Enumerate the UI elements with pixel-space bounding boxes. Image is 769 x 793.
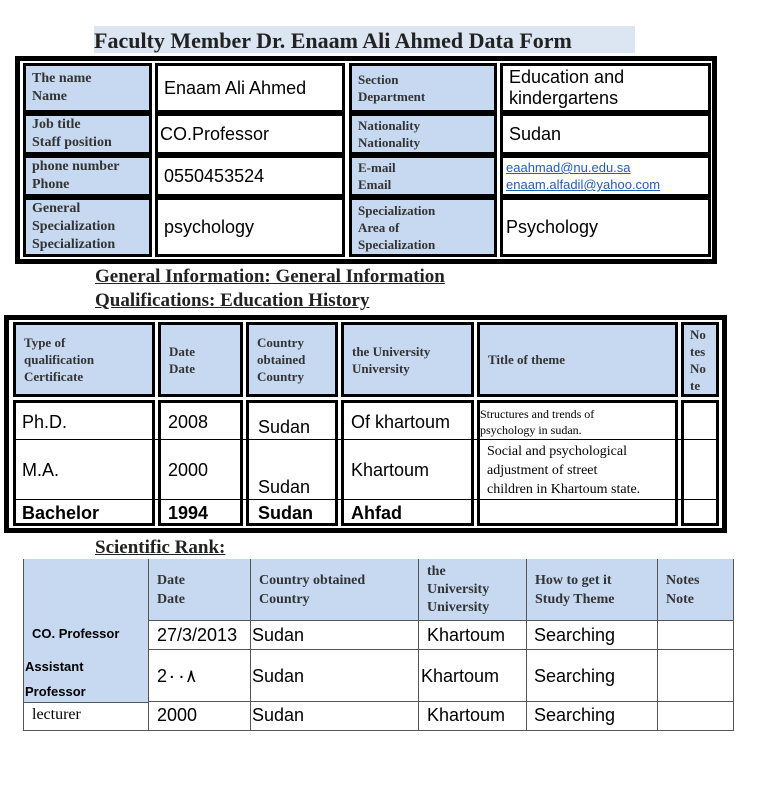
qual-header-notes: No tes No te bbox=[681, 322, 719, 397]
name-value: Enaam Ali Ahmed bbox=[155, 63, 345, 113]
email-label: E-mail Email bbox=[349, 155, 497, 197]
qual-header-theme: Title of theme bbox=[477, 322, 678, 397]
section-value: Education and kindergartens bbox=[500, 63, 711, 113]
qual-row-2-country: Sudan bbox=[258, 477, 311, 497]
qual-header-date: Date Date bbox=[158, 322, 243, 397]
rank-header-country: Country obtained Country bbox=[251, 559, 419, 621]
qual-row-1-date: 2008 bbox=[168, 412, 209, 432]
page-title: Faculty Member Dr. Enaam Ali Ahmed Data Form bbox=[94, 26, 635, 53]
phone-label: phone number Phone bbox=[23, 155, 152, 197]
nationality-label: Nationality Nationality bbox=[349, 113, 497, 155]
qual-row-2-type: M.A. bbox=[22, 460, 60, 480]
specialization-area-label: Specialization Area of Specialization bbox=[349, 197, 497, 257]
rank-row-2-country: Sudan bbox=[252, 666, 305, 686]
qual-row-divider bbox=[13, 499, 719, 500]
scientific-rank-heading: Scientific Rank: bbox=[95, 537, 226, 558]
qual-row-2-university: Khartoum bbox=[351, 460, 430, 480]
qual-row-1-type: Ph.D. bbox=[22, 412, 68, 432]
qual-row-3-university: Ahfad bbox=[351, 503, 402, 523]
rank-row-3-how: Searching bbox=[534, 705, 616, 725]
rank-row-2-date: 2٠٠٨ bbox=[157, 666, 197, 686]
rank-row-3-rank: lecturer bbox=[32, 706, 81, 723]
email-value bbox=[500, 155, 711, 197]
qual-row-1-university: Of khartoum bbox=[351, 412, 451, 432]
rank-col-divider bbox=[250, 621, 251, 731]
rank-row-3-country: Sudan bbox=[252, 705, 305, 725]
nationality-value: Sudan bbox=[500, 113, 711, 155]
qual-row-3-type: Bachelor bbox=[22, 503, 100, 523]
specialization-area-value: Psychology bbox=[500, 197, 711, 257]
general-information-heading: General Information: General Information bbox=[95, 266, 445, 287]
rank-header-how: How to get it Study Theme bbox=[527, 559, 658, 621]
rank-row-2-how: Searching bbox=[534, 666, 616, 686]
qual-col-notes bbox=[681, 400, 719, 526]
rank-row-1-university: Khartoum bbox=[427, 625, 506, 645]
general-specialization-label: General Specialization Specialization bbox=[23, 197, 152, 257]
qual-row-divider bbox=[13, 439, 719, 440]
email-link-secondary[interactable]: enaam.alfadil@yahoo.com bbox=[506, 177, 661, 192]
rank-col-divider bbox=[418, 621, 419, 731]
rank-header-date: Date Date bbox=[149, 559, 251, 621]
qual-header-country: Country obtained Country bbox=[246, 322, 338, 397]
rank-row-1-rank: CO. Professor bbox=[32, 626, 120, 641]
rank-col-divider bbox=[657, 621, 658, 731]
rank-row-3-university: Khartoum bbox=[427, 705, 506, 725]
qual-row-2-theme: Social and psychological adjustment of street children in Khartoum state. bbox=[487, 444, 641, 497]
qual-header-university: the University University bbox=[341, 322, 474, 397]
rank-header-university: the University University bbox=[419, 559, 527, 621]
rank-header-notes: Notes Note bbox=[658, 559, 734, 621]
rank-row-1-country: Sudan bbox=[252, 625, 305, 645]
rank-row-1-date: 27/3/2013 bbox=[157, 625, 238, 645]
qualifications-heading: Qualifications: Education History bbox=[95, 290, 370, 311]
section-label: Section Department bbox=[349, 63, 497, 113]
rank-col-divider bbox=[526, 621, 527, 731]
rank-row-2-rank: Assistant Professor bbox=[25, 659, 86, 699]
rank-row-1-how: Searching bbox=[534, 625, 616, 645]
phone-value: 0550453524 bbox=[155, 155, 345, 197]
job-title-label: Job title Staff position bbox=[23, 113, 152, 155]
email-link-primary[interactable]: eaahmad@nu.edu.sa bbox=[506, 160, 631, 175]
qual-row-3-date: 1994 bbox=[168, 503, 209, 523]
qual-row-1-country: Sudan bbox=[258, 417, 311, 437]
rank-row-3-date: 2000 bbox=[157, 705, 198, 725]
rank-row-2-university: Khartoum bbox=[421, 666, 500, 686]
job-title-value: CO.Professor bbox=[155, 113, 345, 155]
qual-row-2-date: 2000 bbox=[168, 460, 209, 480]
qual-header-type: Type of qualification Certificate bbox=[13, 322, 155, 397]
name-label: The name Name bbox=[23, 63, 152, 113]
qual-row-3-country: Sudan bbox=[258, 503, 314, 523]
qual-row-1-theme: Structures and trends of psychology in sudan. bbox=[480, 407, 595, 437]
general-specialization-value: psychology bbox=[155, 197, 345, 257]
